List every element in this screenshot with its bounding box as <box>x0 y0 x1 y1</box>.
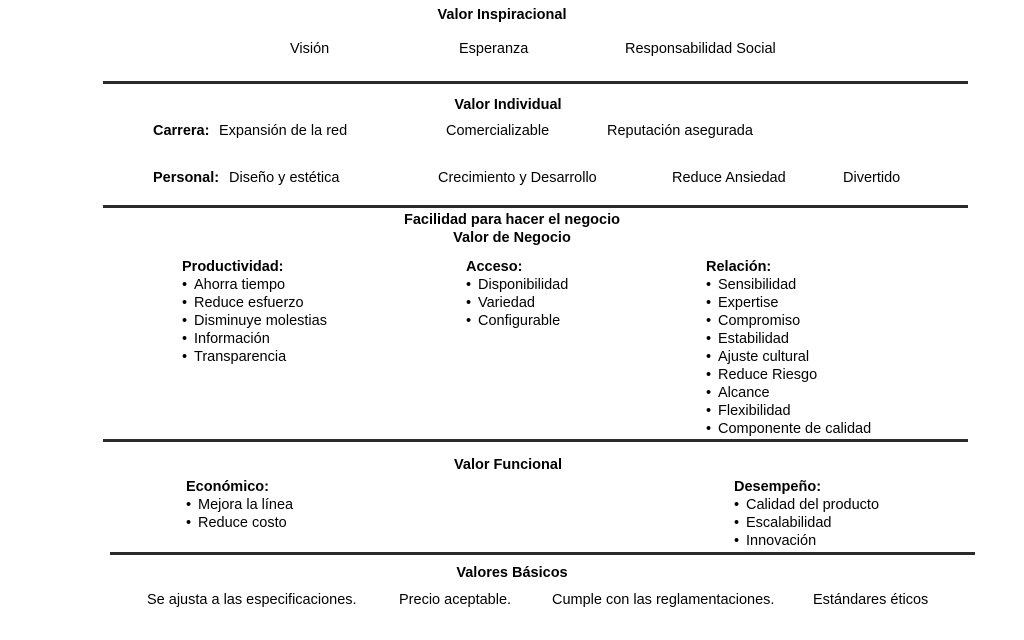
productividad-heading: Productividad: <box>182 259 284 275</box>
list-item: • Información <box>182 330 327 348</box>
carrera-label: Carrera: <box>153 123 210 139</box>
list-item: • Reduce esfuerzo <box>182 294 327 312</box>
list-item: • Innovación <box>734 532 879 550</box>
functional-title: Valor Funcional <box>454 457 562 473</box>
carrera-item: Comercializable <box>446 123 550 139</box>
personal-item: Reduce Ansiedad <box>672 170 786 186</box>
list-item: • Disponibilidad <box>466 276 568 294</box>
business-title-line1: Facilidad para hacer el negocio <box>404 212 620 228</box>
economico-column <box>186 478 293 532</box>
desempeno-heading: Desempeño: <box>734 479 822 495</box>
inspirational-title: Valor Inspiracional <box>437 7 567 23</box>
basic-item: Estándares éticos <box>813 592 929 608</box>
personal-item: Divertido <box>843 170 901 186</box>
list-item: • Ajuste cultural <box>706 348 871 366</box>
list-item: • Variedad <box>466 294 568 312</box>
acceso-column <box>466 258 568 330</box>
list-item: • Transparencia <box>182 348 327 366</box>
basic-item: Precio aceptable. <box>399 592 512 608</box>
list-item: • Sensibilidad <box>706 276 871 294</box>
list-item: • Alcance <box>706 384 871 402</box>
acceso-heading: Acceso: <box>466 259 523 275</box>
inspirational-item: Esperanza <box>459 41 529 57</box>
section-divider <box>103 205 968 208</box>
list-item: • Componente de calidad <box>706 420 871 438</box>
inspirational-item: Visión <box>290 41 330 57</box>
basic-title: Valores Básicos <box>456 565 568 581</box>
section-divider <box>103 439 968 442</box>
section-divider <box>103 81 968 84</box>
personal-item: Crecimiento y Desarrollo <box>438 170 597 186</box>
list-item: • Estabilidad <box>706 330 871 348</box>
economico-heading: Económico: <box>186 479 269 495</box>
personal-label: Personal: <box>153 170 220 186</box>
personal-item: Diseño y estética <box>229 170 340 186</box>
desempeno-column <box>734 478 879 550</box>
individual-title: Valor Individual <box>454 97 562 113</box>
carrera-item: Reputación asegurada <box>607 123 753 139</box>
list-item: • Compromiso <box>706 312 871 330</box>
list-item: • Expertise <box>706 294 871 312</box>
relacion-heading: Relación: <box>706 259 772 275</box>
basic-item: Se ajusta a las especificaciones. <box>147 592 357 608</box>
basic-item: Cumple con las reglamentaciones. <box>552 592 775 608</box>
inspirational-item: Responsabilidad Social <box>625 41 776 57</box>
list-item: • Flexibilidad <box>706 402 871 420</box>
list-item: • Ahorra tiempo <box>182 276 327 294</box>
list-item: • Reduce Riesgo <box>706 366 871 384</box>
list-item: • Mejora la línea <box>186 496 293 514</box>
list-item: • Configurable <box>466 312 568 330</box>
business-title-line2: Valor de Negocio <box>453 230 571 246</box>
carrera-item: Expansión de la red <box>219 123 348 139</box>
list-item: • Disminuye molestias <box>182 312 327 330</box>
relacion-column <box>706 258 871 438</box>
list-item: • Escalabilidad <box>734 514 879 532</box>
list-item: • Reduce costo <box>186 514 293 532</box>
section-divider <box>110 552 975 555</box>
list-item: • Calidad del producto <box>734 496 879 514</box>
productividad-column <box>182 258 327 366</box>
